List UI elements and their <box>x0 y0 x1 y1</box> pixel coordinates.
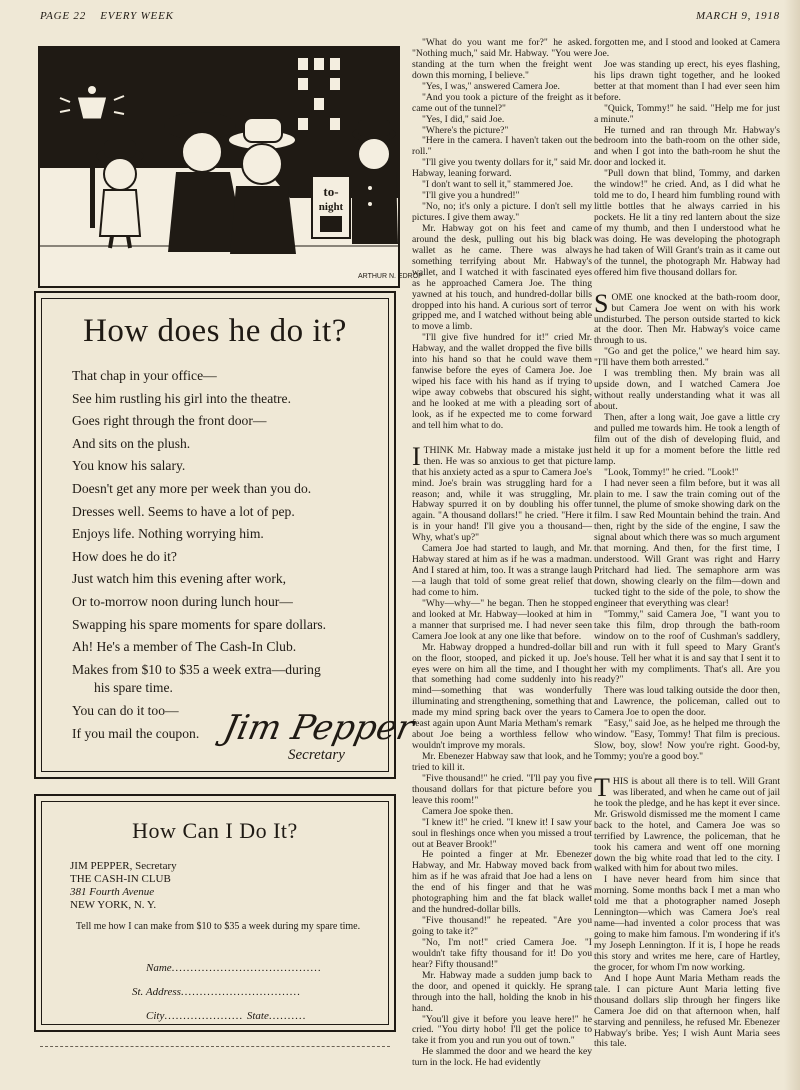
ad-line: How does he do it? <box>72 548 177 564</box>
paragraph: "Yes, I was," answered Camera Joe. <box>422 80 560 92</box>
paragraph: "I'll give you twenty dollars for it," said Mr. Habway, leaning forward. <box>412 157 592 180</box>
ad-line: Dresses well. Seems to have a lot of pep. <box>72 503 295 519</box>
address-line: 381 Fourth Avenue <box>70 886 155 898</box>
ad-line: Enjoys life. Nothing worrying him. <box>72 526 264 542</box>
address-line: THE CASH-IN CLUB <box>70 873 171 885</box>
artist-credit: ARTHUR N. EDROP <box>358 273 423 280</box>
coupon-title: How Can I Do It? <box>132 818 298 843</box>
paragraph: "I'll give five hundred for it!" cried Mr. Habway, and the wallet dropped the five bills into his hand so that he could wave them fanwise before the eyes of Camera Joe. Joe wiped his face with his hand as if trying to wipe away cobwebs that obscured his sight, and he looked at me with a pleading sort of look, as if he expected me to come forward and tell him what to do. <box>412 332 592 431</box>
paragraph: "Why—why—" he began. Then he stopped and looked at Mr. Habway—looked at him in a manner that surprised me. I had never seen Camera Joe look at any one like that before. <box>412 597 592 642</box>
story-column-1 <box>412 38 592 1069</box>
paragraph: "And you took a picture of the freight as it came out of the tunnel?" <box>412 91 592 114</box>
section-paragraph: ITHINK Mr. Habway made a mistake just then. He was so anxious to get that picture that his anxiety acted as a spur to Camera Joe's mind. Joe's brain was struggling hard for a reason; and, while it was struggling, Mr. Habway spurred it on by doubling his offer again. "A thousand dollars!" he cried. "Here it is in your hand! I'll give you a thousand— Why, what's up?" <box>412 441 592 544</box>
paragraph: forgotten me, and I stood and looked at Camera Joe. <box>594 37 780 59</box>
paragraph: He turned and ran through Mr. Habway's bedroom into the bath-room on the other side, and when I got into the bath-room he shut the door and locked it. <box>594 124 780 169</box>
paragraph: "Five thousand!" he cried. "I'll pay you five thousand dollars for that picture before you leave this room!" <box>412 772 592 806</box>
ad-line: his spare time. <box>94 680 173 696</box>
ad-line: Swapping his spare moments for spare dollars. <box>72 616 327 632</box>
paragraph: Mr. Habway made a sudden jump back to the door, and opened it quickly. He sprang through into the hall, holding the knob in his hand. <box>412 969 592 1014</box>
ad-line: Makes from $10 to $35 a week extra—during <box>72 661 321 677</box>
paragraph: "Five thousand!" he repeated. "Are you going to take it?" <box>412 915 592 937</box>
cash-in-club-ad <box>34 291 418 779</box>
ad-line: You know his salary. <box>72 458 186 474</box>
paragraph: Camera Joe had started to laugh, and Mr. Habway stared at him as if he was a madman. And I stared at him, too. It was a strange laugh—a laugh that told of some great relief that had come to him. <box>412 543 592 598</box>
paragraph: I had never seen a film before, but it was all plain to me. I saw the train coming out of the tunnel, the plume of smoke showing dark on the film. I saw Red Mountain behind the train. And then, right by the side of the engine, I saw the signal about which there was so much argument that morning. And then, for the first time, I understood. Will Grant was right and Harry Pritchard had lied. The semaphore arm was down, showing clearly on the film—down and tucked tight to the side of the pole, to show the engineer that everything was clear! <box>594 477 780 609</box>
page-header <box>40 10 780 26</box>
coupon-text: Tell me how I can make from $10 to $35 a week during my spare time. <box>75 921 361 932</box>
coupon-box <box>34 794 396 1032</box>
paragraph: There was loud talking outside the door then, and Lawrence, the policeman, called out to Camera Joe to open the door. <box>594 685 780 719</box>
paragraph: I have never heard from him since that morning. Some months back I met a man who told me that a photographer named Joseph Lennington—which was Camera Joe's real name—had invented a color process that was going to make him famous. I'm wondering if it's my Joseph Lennington. If it is, I hope he reads this story and writes me here, care of Hartley, the grocer, for whom I'm now working. <box>594 874 780 973</box>
ad-title: How does he do it? <box>83 313 347 349</box>
paragraph: I was trembling then. My brain was all upside down, and I watched Camera Joe without really understanding what it was all about. <box>594 368 780 412</box>
drop-cap: S <box>594 288 609 318</box>
paragraph: "What do you want me for?" he asked. "Nothing much," said Mr. Habway. "You were standing at the turn when the freight went down this morning, I believe." <box>412 37 592 81</box>
paragraph: "You'll give it before you leave here!" he cried. "You dirty hobo! I'll get the police to take it from you and run you out of town." <box>412 1013 592 1047</box>
section-paragraph: SOME one knocked at the bath-room door, but Camera Joe went on with his work undisturbed. The person outside started to kick at the door. Then Mr. Habway's voice came through to us. <box>594 288 780 347</box>
city-state-field[interactable]: City..................... State.......... <box>146 1010 307 1022</box>
paragraph: And I hope Aunt Maria Metham reads the tale. I can picture Aunt Maria letting five thousand dollars slip through her fingers like Camera Joe did on that afternoon when, half starving and penniless, he refused Mr. Ebenezer Habway's bribe. Yes; I wish Aunt Maria sees this tale. <box>594 972 780 1050</box>
signature-title: Secretary <box>288 747 345 763</box>
paragraph: "I'll give you a hundred!" <box>422 190 520 202</box>
ad-line: Just watch him this evening after work, <box>72 571 287 587</box>
sign-text: to- <box>323 184 339 199</box>
cut-line <box>40 1046 390 1047</box>
paragraph: "Easy," said Joe, as he helped me through the window. "Easy, Tommy! That film is precious. Slow, boy, slow! Now you're right. Good-by, Tommy; you're a good boy." <box>594 718 780 762</box>
story-illustration <box>38 46 423 288</box>
paragraph: "I knew it!" he cried. "I knew it! I saw your soul in fleshings once when you missed a trout out at Beaver Brook!" <box>412 816 592 850</box>
ad-line: And sits on the plush. <box>72 435 191 451</box>
paragraph: Mr. Habway dropped a hundred-dollar bill on the floor, stooped, and picked it up. Joe's eyes were on him all the time, and I thought that something had come suddenly into his mind—something that was wonderfully illuminating and strengthening, something that made my mind spring back over the years to feast again upon Aunt Maria Metham's remark about Joe being a worthless fellow who wouldn't improve my morals. <box>412 641 592 752</box>
scan-edge <box>784 0 800 1090</box>
svg-text:Jim Pepper: Jim Pepper <box>220 708 418 748</box>
coupon-address <box>70 860 177 912</box>
section-paragraph: THIS is about all there is to tell. Will Grant was liberated, and when he came out of jail he took the pledge, and he has kept it ever since. Mr. Griswold dismissed me the moment I came back to the hotel, and Camera Joe was so terrified by Lawrence, the policeman, that he took his camera and went off one morning down the big white road that led to the city. I walked with him for about two miles. <box>594 772 780 875</box>
signature-image <box>220 701 418 749</box>
paragraph: "Go and get the police," we heard him say. "I'll have them both arrested." <box>594 346 780 369</box>
drop-cap: T <box>594 772 610 802</box>
paragraph: "Look, Tommy!" he cried. "Look!" <box>604 466 739 478</box>
paragraph: He slammed the door and we heard the key turn in the lock. He had evidently <box>412 1046 592 1069</box>
paragraph: Camera Joe spoke then. <box>422 805 514 817</box>
ad-line: That chap in your office— <box>72 368 217 383</box>
name-field[interactable]: Name........................................ <box>146 962 322 974</box>
paragraph: "Tommy," said Camera Joe, "I want you to take this film, drop through the bath-room window on to the roof of Cushman's saddlery, and run with it full speed to Mary Grant's house. Tell her what it is and say that I sent it to her with my compliments. That's all. Are you ready?" <box>594 608 780 686</box>
ad-line: Ah! He's a member of The Cash-In Club. <box>72 639 297 655</box>
address-line: NEW YORK, N. Y. <box>70 899 157 911</box>
page-number: PAGE 22 EVERY WEEK <box>40 10 174 22</box>
issue-date: MARCH 9, 1918 <box>695 10 780 22</box>
ad-line: If you mail the coupon. <box>72 725 200 741</box>
ad-body <box>72 365 392 745</box>
paragraph: "No, I'm not!" cried Camera Joe. "I wouldn't take fifty thousand for it! Do you hear? Fifty thousand!" <box>412 936 592 970</box>
address-field[interactable]: St. Address................................ <box>132 986 301 998</box>
paragraph: "No, no; it's only a picture. I don't sell my pictures. I give them away." <box>412 201 592 223</box>
paragraph: "Here in the camera. I haven't taken out the roll." <box>412 135 592 158</box>
ad-line: Goes right through the front door— <box>72 413 267 429</box>
ad-line: See him rustling his girl into the theatre. <box>72 390 291 406</box>
ad-line: Or to-morrow noon during lunch hour— <box>72 593 293 609</box>
paragraph: Then, after a long wait, Joe gave a little cry and pulled me towards him. He took a length of film out of the dish of developing fluid, and held it up for a moment before the little red lamp. <box>594 411 780 467</box>
paragraph: "Yes, I did," said Joe. <box>422 113 505 125</box>
paragraph: Mr. Habway got on his feet and came around the desk, pulling out his big black wallet as he came. There was always something terrifying about Mr. Habway's wallet, and I watched it with fascinated eyes as he approached Camera Joe. The thing yawned at his touch, and hundred-dollar bills dropped into his hand. A curious sort of terror gripped me, and I watched without being able to move a limb. <box>412 222 592 333</box>
paragraph: "Pull down that blind, Tommy, and darken the window!" he cried. And, as I did what he told me to do, I heard him fumbling round with little bottles that he always carried in his pockets. He lit a tiny red lantern about the size of my thumb, and then I understood what he was doing. He was developing the photograph he had taken of Will Grant's train as it came out of the tunnel, the photograph Mr. Habway had offered him five thousand dollars for. <box>594 168 780 278</box>
paragraph: He pointed a finger at Mr. Ebenezer Habway, and Mr. Habway moved back from him as if he was afraid that Joe had a lens on the end of his finger and that he was photographing him and the fat black wallet and the hundred-dollar bills. <box>412 849 592 916</box>
paragraph: "Quick, Tommy!" he said. "Help me for just a minute." <box>594 102 780 125</box>
paragraph: Mr. Ebenezer Habway saw that look, and he tried to kill it. <box>412 751 592 773</box>
paragraph: "I don't want to sell it," stammered Joe. <box>422 179 574 191</box>
address-line: JIM PEPPER, Secretary <box>70 860 177 872</box>
ad-line: You can do it too— <box>72 702 179 718</box>
story-column-2 <box>594 38 780 1050</box>
paragraph: Joe was standing up erect, his eyes flashing, his lips drawn tight together, and he looked better at that moment than I had ever seen him before. <box>594 58 780 103</box>
paragraph: "Where's the picture?" <box>422 124 509 136</box>
svg-text:night: night <box>318 201 344 213</box>
drop-cap: I <box>412 441 421 471</box>
ad-line: Doesn't get any more per week than you do. <box>72 480 312 496</box>
